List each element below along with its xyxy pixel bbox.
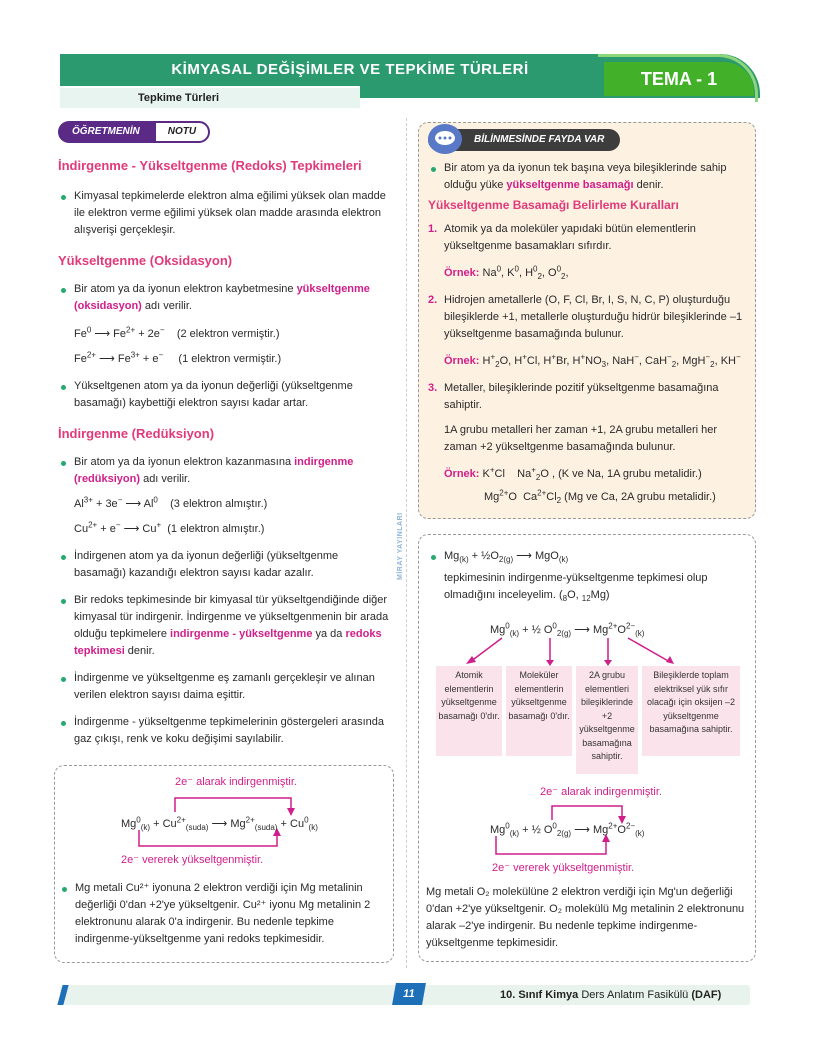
heading-redoks: İndirgenme - Yükseltgenme (Redoks) Tepkimeleri (58, 158, 362, 173)
note-atomik: Atomik elementlerin yükseltgenme basamağı 0'dır. (436, 666, 502, 756)
example-3a: Örnek: K+Cl $Na^+_2O$ , (K ve Na, 1A grubu metalidir.) (444, 465, 702, 483)
para-yukseltgenme: Bir atom ya da iyonun elektron kaybetmesine yükseltgenme (oksidasyon) adı verilir. (58, 281, 392, 315)
label-vererek-2: 2e⁻ vererek yükseltgenmiştir. (492, 862, 635, 874)
badge-notu: NOTU (154, 121, 210, 143)
section-subtitle: Tepkime Türleri (60, 86, 360, 108)
eq-fe: Fe$^0$ ⟶ $Fe^{2+} + 2e^-$ (2 elektron vermiştir.) (74, 324, 280, 340)
note-2a: 2A grubu elementleri bileşiklerinde +2 yükseltgenme basamağına sahiptir. (576, 666, 638, 774)
example-2: Örnek: $H^+_2O$, H+Cl, H+Br, $H^+NO_3$, NaH−, CaH−$_2$, MgH−$_2$, KH− (444, 352, 741, 370)
rule-3: 3. Metaller, bileşiklerinde pozitif yükseltgenme basamağına sahiptir. (428, 382, 719, 412)
example-3b: $Mg^{2+}O$ $Ca^{2+}Cl_2$ (Mg ve Ca, 2A grubu metalidir.) (484, 488, 716, 506)
para-es-zamanli: İndirgenme ve yükseltgenme eş zamanlı gerçekleşir ve alınan verilen elektron sayısı daima eşittir. (58, 670, 392, 704)
teacher-note-badge (58, 121, 210, 143)
para-question: tepkimesinin indirgenme-yükseltgenme tepkimesi olup olmadığını inceleyelim. ($_8O$, $_{12}$Mg) (444, 572, 708, 604)
eq-question: $Mg_{(k)}$ + $\frac{1}{2}O_{2(g)}$ ⟶ MgO$_{(k)}$ (428, 548, 750, 565)
label-alarak-2: 2e⁻ alarak indirgenmiştir. (540, 786, 662, 798)
speech-bubble-icon (428, 124, 462, 154)
para-yukseltgenen: Yükseltgenen atom ya da iyonun değerliği (yükseltgenme basamağı) kaybettiği elektron sayısı kadar artar. (58, 378, 392, 412)
tema-label: TEMA - 1 (604, 62, 754, 96)
rule-2: 2. Hidrojen ametallerle (O, F, Cl, Br, I, S, N, C, P) oluşturduğu bileşiklerde +1, metallerle oluşturduğu hidrür bileşiklerinde –1 yükseltgenme basamağında bulunur. (428, 293, 743, 340)
eq-cu: $Cu^{2+} + e^-$ ⟶ Cu+ (1 elektron almıştır.) (74, 520, 265, 535)
para-indirgenme: Bir atom ya da iyonun elektron kazanmasına indirgenme (redüksiyon) adı verilir. (58, 454, 392, 488)
left-content (58, 156, 392, 749)
note-bilesik: Bileşiklerde toplam elektriksel yük sıfır olacağı için oksijen –2 yükseltgenme basamağına sahiptir. (642, 666, 740, 756)
heading-indirgenme: İndirgenme (Redüksiyon) (58, 425, 215, 441)
para-gostergeler: İndirgenme - yükseltgenme tepkimelerinin göstergeleri arasında gaz çıkışı, renk ve koku değişimi sayılabilir. (58, 714, 392, 748)
label-vererek: 2e⁻ vererek yükseltgenmiştir. (121, 854, 264, 866)
para-mg-o2: Mg metali O₂ molekülüne 2 elektron verdiği için Mg'un değerliği 0'dan +2'ye yükseltgenir. O₂ molekülü Mg metalinin 2 elektronunu alarak –2'ye indirgenir. Bu nedenle tepkime indirgenme-yükseltgenme tepkimesidir. (426, 886, 745, 950)
example-box-mg-cu (54, 765, 394, 963)
info-badge: BİLİNMESİNDE FAYDA VAR (428, 129, 620, 151)
eq-fe2: $Fe^{2+}$ ⟶ $Fe^{3+} + e^-$ (1 elektron vermiştir.) (74, 349, 282, 365)
rule-3b: 1A grubu metalleri her zaman +1, 2A grubu metalleri her zaman +2 yükseltgenme basamağında bulunur. (444, 424, 718, 454)
annotation-arrows (430, 634, 750, 668)
para-mg-cu: Mg metali Cu²⁺ iyonuna 2 elektron verdiği için Mg metalinin değerliği 0'dan +2'ye yükseltgenir. Cu²⁺ iyonu Mg metalinin 2 elektronunu alarak 0'a indirgenir. Bu nedenle tepkime indirgenme-yükseltgenme yani redoks tepkimesidir. (59, 880, 389, 948)
rule-1: 1. Atomik ya da moleküler yapıdaki bütün elementlerin yükseltgenme basamakları sıfırdır. (428, 222, 696, 252)
para-yb-tanim: Bir atom ya da iyonun tek başına veya bileşiklerinde sahip olduğu yüke yükseltgenme basamağı denir. (428, 160, 750, 194)
example-1: Örnek: Na$^0$, $K^0$, $H^0_2$, $O^0_2$, (444, 264, 569, 281)
page-number: 11 (392, 983, 426, 1005)
badge-ogretmenin: ÖĞRETMENİN (58, 121, 154, 143)
para-indirgenen: İndirgenen atom ya da iyonun değerliği (yükseltgenme basamağı) kazandığı elektron sayısı kadar azalır. (58, 548, 392, 582)
heading-kurallar: Yükseltgenme Basamağı Belirleme Kuralları (428, 198, 679, 213)
label-alarak: 2e⁻ alarak indirgenmiştir. (175, 776, 297, 788)
para-redoks: Kimyasal tepkimelerde elektron alma eğilimi yüksek olan madde ile elektron verme eğilimi yüksek olan madde arasında elektron alışverişi gerçekleşir. (58, 188, 392, 239)
eq-mg-o2: $Mg^0_{(k)}$ + ½ $O^0_{2(g)}$ ⟶ $Mg^{2+}O^{2-}_{(k)}$ (490, 821, 645, 839)
note-molekuler: Moleküler elementlerin yükseltgenme basamağı 0'dır. (506, 666, 572, 756)
para-redoks-tanim: Bir redoks tepkimesinde bir kimyasal tür yükseltgendiğinde diğer kimyasal tür indirgenir. İndirgenme ve yükseltgenmenin bir arada olduğu tepkimelere indirgenme - yükseltgenme ya da redoks tepkimesi denir. (58, 592, 392, 660)
page-title: KİMYASAL DEĞİŞİMLER VE TEPKİME TÜRLERİ (171, 61, 529, 78)
heading-yukseltgenme: Yükseltgenme (Oksidasyon) (58, 253, 233, 269)
eq-annotated: $Mg^0_{(k)}$ + ½ $O^0_{2(g)}$ ⟶ $Mg^{2+}O^{2-}_{(k)}$ (490, 621, 645, 639)
eq-mg-cu: $Mg^0_{(k)} + Cu^{2+}_{(suda)}$ ⟶ $Mg^{2+}_{(suda)} + Cu^0_{(k)}$ (121, 815, 318, 833)
book-title: 10. Sınıf Kimya Ders Anlatım Fasikülü (DAF) (500, 989, 722, 1001)
side-brand: MİRAY YAYINLARI (397, 512, 404, 580)
eq-al: $Al^{3+} + 3e^-$ ⟶ Al$^0$ (3 elektron almıştır.) (74, 495, 268, 510)
right-rules (428, 160, 750, 506)
